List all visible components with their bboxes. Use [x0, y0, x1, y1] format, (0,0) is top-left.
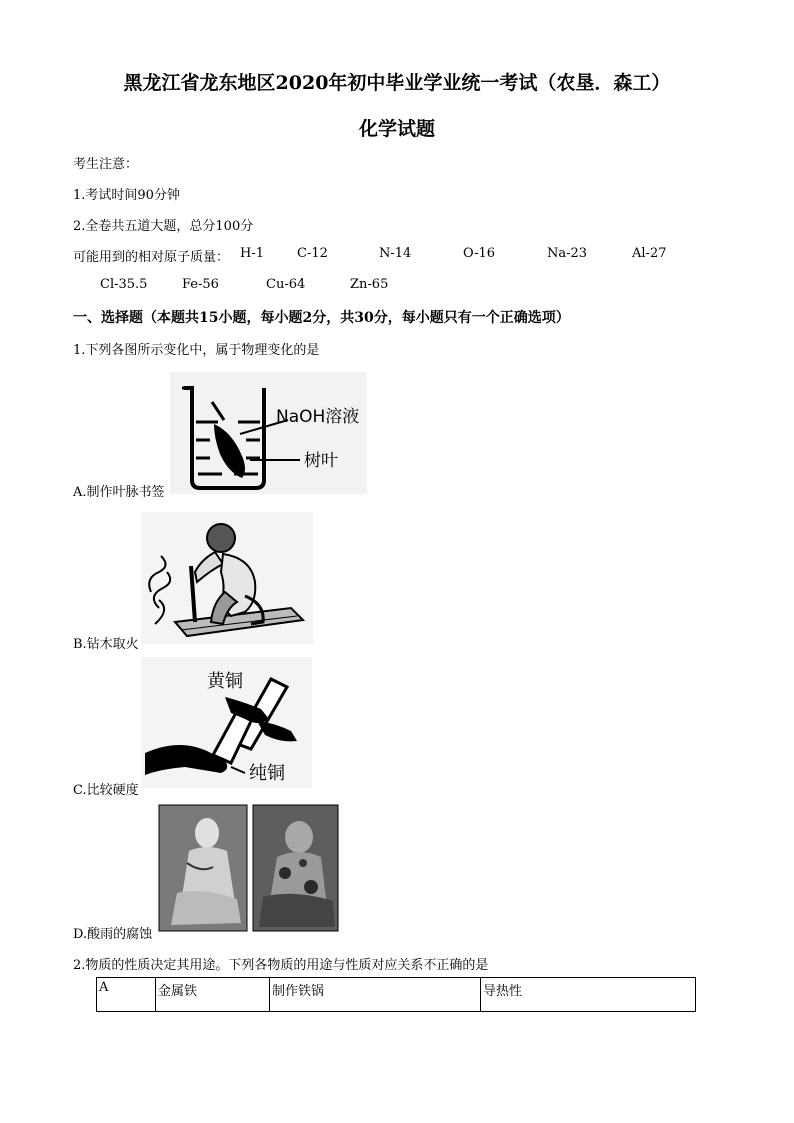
table-cell: 导热性 [481, 978, 696, 1012]
page-title: 黑龙江省龙东地区2020年初中毕业学业统一考试（农垦．森工） [123, 72, 671, 94]
copper-label: 纯铜 [249, 763, 285, 784]
notice-heading: 考生注意： [73, 157, 139, 172]
option-b: B.钻木取火 [73, 637, 139, 652]
atomic-mass-label: 可能用到的相对原子质量： [73, 250, 230, 265]
section-heading: 一、选择题（本题共15小题，每小题2分，共30分，每小题只有一个正确选项） [73, 310, 570, 326]
naoh-label: NaOH溶液 [276, 407, 360, 427]
atomic-mass-item: Al-27 [632, 246, 667, 261]
atomic-mass-item: Cu-64 [266, 277, 306, 292]
table-cell: 制作铁锅 [270, 978, 481, 1012]
atomic-mass-item: H-1 [240, 246, 265, 261]
atomic-mass-item: Zn-65 [350, 277, 389, 292]
atomic-mass-row-1 [73, 246, 733, 266]
atomic-mass-item: O-16 [463, 246, 496, 261]
question-1-stem: 1.下列各图所示变化中，属于物理变化的是 [73, 343, 320, 358]
notice-item-1: 1.考试时间90分钟 [73, 188, 180, 203]
properties-table [96, 977, 696, 1012]
brass-label: 黄铜 [207, 671, 243, 692]
acid-rain-statues-figure [157, 803, 340, 933]
beaker-figure [170, 372, 367, 494]
option-c: C.比较硬度 [73, 783, 139, 798]
option-d: D.酸雨的腐蚀 [73, 927, 153, 942]
question-2-stem: 2.物质的性质决定其用途。下列各物质的用途与性质对应关系不正确的是 [73, 958, 489, 973]
notice-item-2: 2.全卷共五道大题，总分100分 [73, 219, 254, 234]
leaf-label: 树叶 [304, 451, 338, 471]
table-row [97, 978, 696, 1012]
atomic-mass-item: Na-23 [547, 246, 588, 261]
hardness-figure [141, 657, 312, 788]
atomic-mass-item: N-14 [379, 246, 412, 261]
atomic-mass-item: Fe-56 [182, 277, 219, 292]
table-cell: A [97, 978, 156, 1012]
atomic-mass-item: C-12 [297, 246, 328, 261]
option-a: A.制作叶脉书签 [73, 485, 165, 500]
drilling-wood-figure [141, 512, 313, 644]
atomic-mass-row-2 [73, 277, 733, 297]
page-subtitle: 化学试题 [358, 118, 435, 140]
atomic-mass-item: Cl-35.5 [100, 277, 148, 292]
table-cell: 金属铁 [156, 978, 270, 1012]
